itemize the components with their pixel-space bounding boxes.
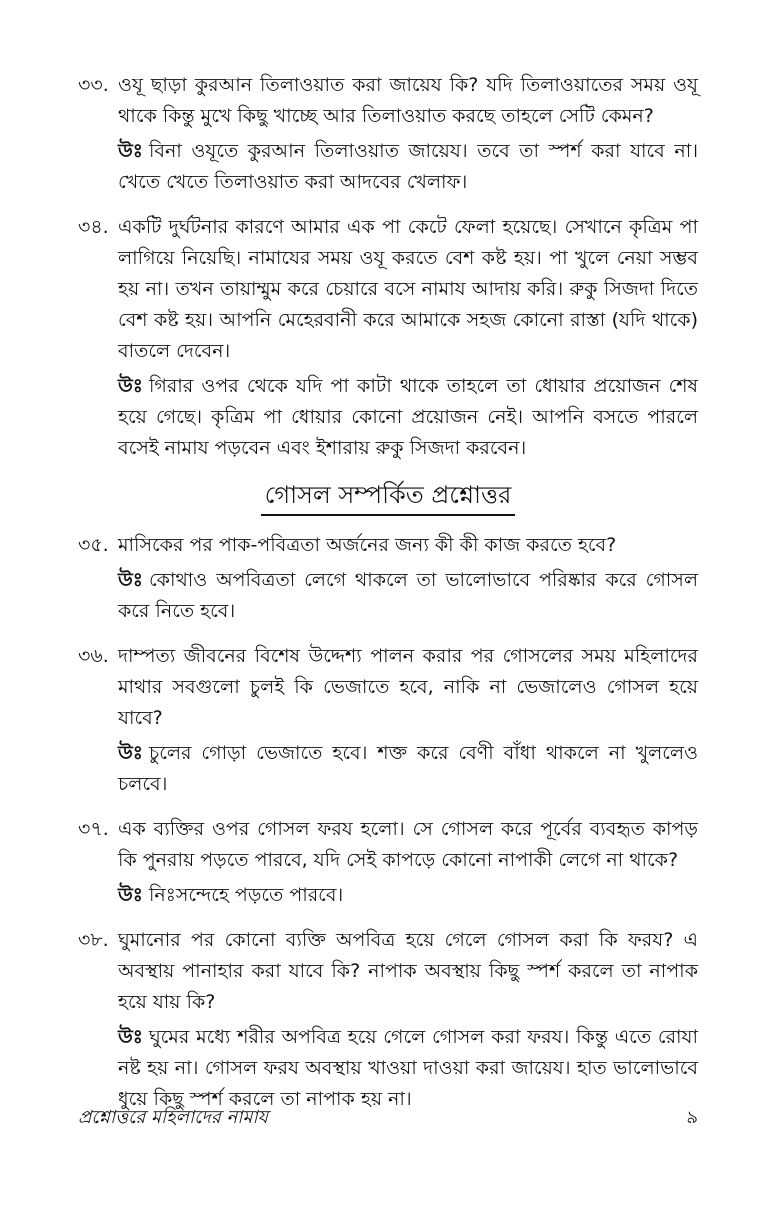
question	[78, 70, 698, 132]
answer-text: চুলের গোড়া ভেজাতে হবে। শক্ত করে বেণী বাঁধা থাকলে না খুললেও চলবে।	[118, 742, 698, 795]
question-text: মাসিকের পর পাক-পবিত্রতা অর্জনের জন্য কী কী কাজ করতে হবে?	[118, 534, 617, 556]
qa-item-37	[78, 814, 698, 911]
running-title: প্রশ্নোত্তরে মহিলাদের নামায	[78, 1107, 269, 1128]
answer-label: উঃ	[118, 884, 143, 906]
question-text: এক ব্যক্তির ওপর গোসল ফরয হলো। সে গোসল করে পূর্বের ব্যবহৃত কাপড় কি পুনরায় পড়তে পারবে, যদি সেই কাপড়ে কোনো নাপাকী লেগে না থাকে?	[118, 818, 698, 871]
question-text: ওযূ ছাড়া কুরআন তিলাওয়াত করা জায়েয কি? যদি তিলাওয়াতের সময় ওযূ থাকে কিন্তু মুখে কিছু খাচ্ছে আর তিলাওয়াত করছে তাহলে সেটি কেমন?	[118, 74, 698, 127]
answer	[118, 565, 698, 627]
question	[78, 212, 698, 367]
answer	[118, 136, 698, 198]
page-content	[78, 70, 698, 1129]
answer-text: কোথাও অপবিত্রতা লেগে থাকলে তা ভালোভাবে পরিষ্কার করে গোসল করে নিতে হবে।	[118, 569, 698, 622]
answer-text: গিরার ওপর থেকে যদি পা কাটা থাকে তাহলে তা ধোয়ার প্রয়োজন শেষ হয়ে গেছে। কৃত্রিম পা ধোয়ার কোনো প্রয়োজন নেই। আপনি বসতে পারলে বসেই নামায পড়বেন এবং ইশারায় রুকু সিজদা করবেন।	[118, 375, 698, 459]
question-number: ৩৫.	[78, 534, 109, 556]
answer-label: উঃ	[118, 742, 143, 764]
question-number: ৩৪.	[78, 216, 109, 238]
question-text: একটি দুর্ঘটনার কারণে আমার এক পা কেটে ফেলা হয়েছে। সেখানে কৃত্রিম পা লাগিয়ে নিয়েছি। নামাযের সময় ওযূ করতে বেশ কষ্ট হয়। পা খুলে নেয়া সম্ভব হয় না। তখন তায়াম্মুম করে চেয়ারে বসে নামায আদায় করি। রুকু সিজদা দিতে বেশ কষ্ট হয়। আপনি মেহেরবানী করে আমাকে সহজ কোনো রাস্তা (যদি থাকে) বাতলে দেবেন।	[118, 216, 698, 362]
page-number: ৯	[686, 1107, 698, 1128]
section-heading	[78, 478, 698, 516]
question	[78, 814, 698, 876]
qa-item-38	[78, 925, 698, 1115]
answer-label: উঃ	[118, 569, 143, 591]
qa-item-33	[78, 70, 698, 198]
answer-label: উঃ	[118, 140, 143, 162]
answer-label: উঃ	[118, 375, 143, 397]
question-number: ৩৩.	[78, 74, 109, 96]
answer	[118, 1022, 698, 1115]
question-text: ঘুমানোর পর কোনো ব্যক্তি অপবিত্র হয়ে গেলে গোসল করা কি ফরয? এ অবস্থায় পানাহার করা যাবে কি? নাপাক অবস্থায় কিছু স্পর্শ করলে তা নাপাক হয়ে যায় কি?	[118, 929, 698, 1013]
question	[78, 530, 698, 561]
answer-text: বিনা ওযূতে কুরআন তিলাওয়াত জায়েয। তবে তা স্পর্শ করা যাবে না। খেতে খেতে তিলাওয়াত করা আদবের খেলাফ।	[118, 140, 698, 193]
qa-item-35	[78, 530, 698, 627]
question-text: দাম্পত্য জীবনের বিশেষ উদ্দেশ্য পালন করার পর গোসলের সময় মহিলাদের মাথার সবগুলো চুলই কি ভেজাতে হবে, নাকি না ভেজালেও গোসল হয়ে যাবে?	[118, 645, 698, 729]
answer	[118, 738, 698, 800]
question	[78, 925, 698, 1018]
qa-item-34	[78, 212, 698, 464]
page-footer	[78, 1104, 698, 1132]
question-number: ৩৭.	[78, 818, 109, 840]
answer-text: ঘুমের মধ্যে শরীর অপবিত্র হয়ে গেলে গোসল করা ফরয। কিন্তু এতে রোযা নষ্ট হয় না। গোসল ফরয অবস্থায় খাওয়া দাওয়া করা জায়েয। হাত ভালোভাবে ধুয়ে কিছু স্পর্শ করলে তা নাপাক হয় না।	[118, 1026, 698, 1110]
question-number: ৩৬.	[78, 645, 109, 667]
answer-text: নিঃসন্দেহে পড়তে পারবে।	[148, 884, 344, 906]
question-number: ৩৮.	[78, 929, 109, 951]
answer	[118, 371, 698, 464]
answer-label: উঃ	[118, 1026, 143, 1048]
section-title: গোসল সম্পর্কিত প্রশ্নোত্তর	[261, 478, 516, 516]
qa-item-36	[78, 641, 698, 800]
question	[78, 641, 698, 734]
answer	[118, 880, 698, 911]
